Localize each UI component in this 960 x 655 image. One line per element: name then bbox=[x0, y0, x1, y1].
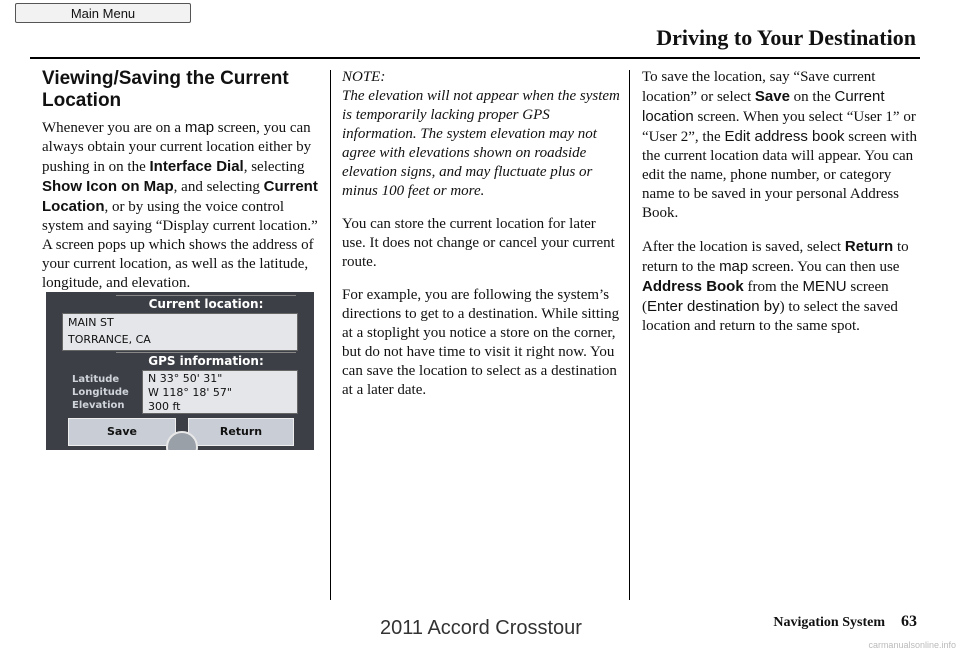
column-2 bbox=[342, 68, 620, 414]
note-body: The elevation will not appear when the system is temporarily lacking proper GPS information. The system elevation may not agree with elevations shown on roadside elevation signs, and may fluctuate plus or minus 100 feet or more. bbox=[342, 88, 620, 199]
save-button[interactable]: Save bbox=[68, 418, 176, 446]
col2-paragraph-2: For example, you are following the system’s directions to get to a destination. While sitting at a stoplight you notice a store on the corner, but do not have time to visit it right now. You can save the location to select as a destination at a later date. bbox=[342, 287, 620, 398]
current-location-screenshot bbox=[46, 292, 314, 450]
elevation-label: Elevation bbox=[72, 400, 125, 411]
column-divider-1 bbox=[330, 70, 331, 600]
col3-paragraph-1: To save the location, say “Save current location” or select Save on the Current location screen. When you select “User 1” or “User 2”, the Edit address book screen with the current location data will appear. You can edit the name, phone number, or category name to be saved in your personal Address Book. bbox=[642, 69, 918, 221]
footer-section-label: Navigation System bbox=[773, 615, 885, 630]
column-3 bbox=[642, 68, 918, 350]
col2-paragraph-1: You can store the current location for later use. It does not change or cancel your current route. bbox=[342, 216, 615, 270]
page-number: 63 bbox=[901, 613, 917, 630]
col3-paragraph-2: After the location is saved, select Return to return to the map screen. You can then use Address Book from the MENU screen (Enter destination by) to select the saved location and return to the same spot. bbox=[642, 238, 909, 334]
section-heading: Viewing/Saving the Current Location bbox=[42, 68, 289, 111]
return-button[interactable]: Return bbox=[188, 418, 294, 446]
gps-values-box: N 33° 50' 31" W 118° 18' 57" 300 ft bbox=[142, 370, 298, 414]
col1-paragraph-1: Whenever you are on a map screen, you can always obtain your current location either by pushing in on the Interface Dial, selecting Show Icon on Map, and selecting Current Location, or by using the voice control system and saying “Display current location.” A screen pops up which shows the address of your current location, as well as the latitude, longitude, and elevation. bbox=[42, 119, 318, 291]
note-heading: NOTE: bbox=[342, 69, 386, 85]
page-title: Driving to Your Destination bbox=[656, 25, 916, 50]
gps-title: GPS information: bbox=[116, 352, 296, 369]
column-divider-2 bbox=[629, 70, 630, 600]
watermark: carmanualsonline.info bbox=[868, 640, 956, 650]
longitude-label: Longitude bbox=[72, 387, 129, 398]
header-rule bbox=[30, 57, 920, 59]
screen-title: Current location: bbox=[116, 295, 296, 312]
footer-model: 2011 Accord Crosstour bbox=[380, 617, 582, 639]
latitude-label: Latitude bbox=[72, 374, 120, 385]
main-menu-button[interactable]: Main Menu bbox=[15, 3, 191, 23]
column-1 bbox=[42, 68, 318, 307]
address-box: MAIN ST TORRANCE, CA bbox=[62, 313, 298, 351]
